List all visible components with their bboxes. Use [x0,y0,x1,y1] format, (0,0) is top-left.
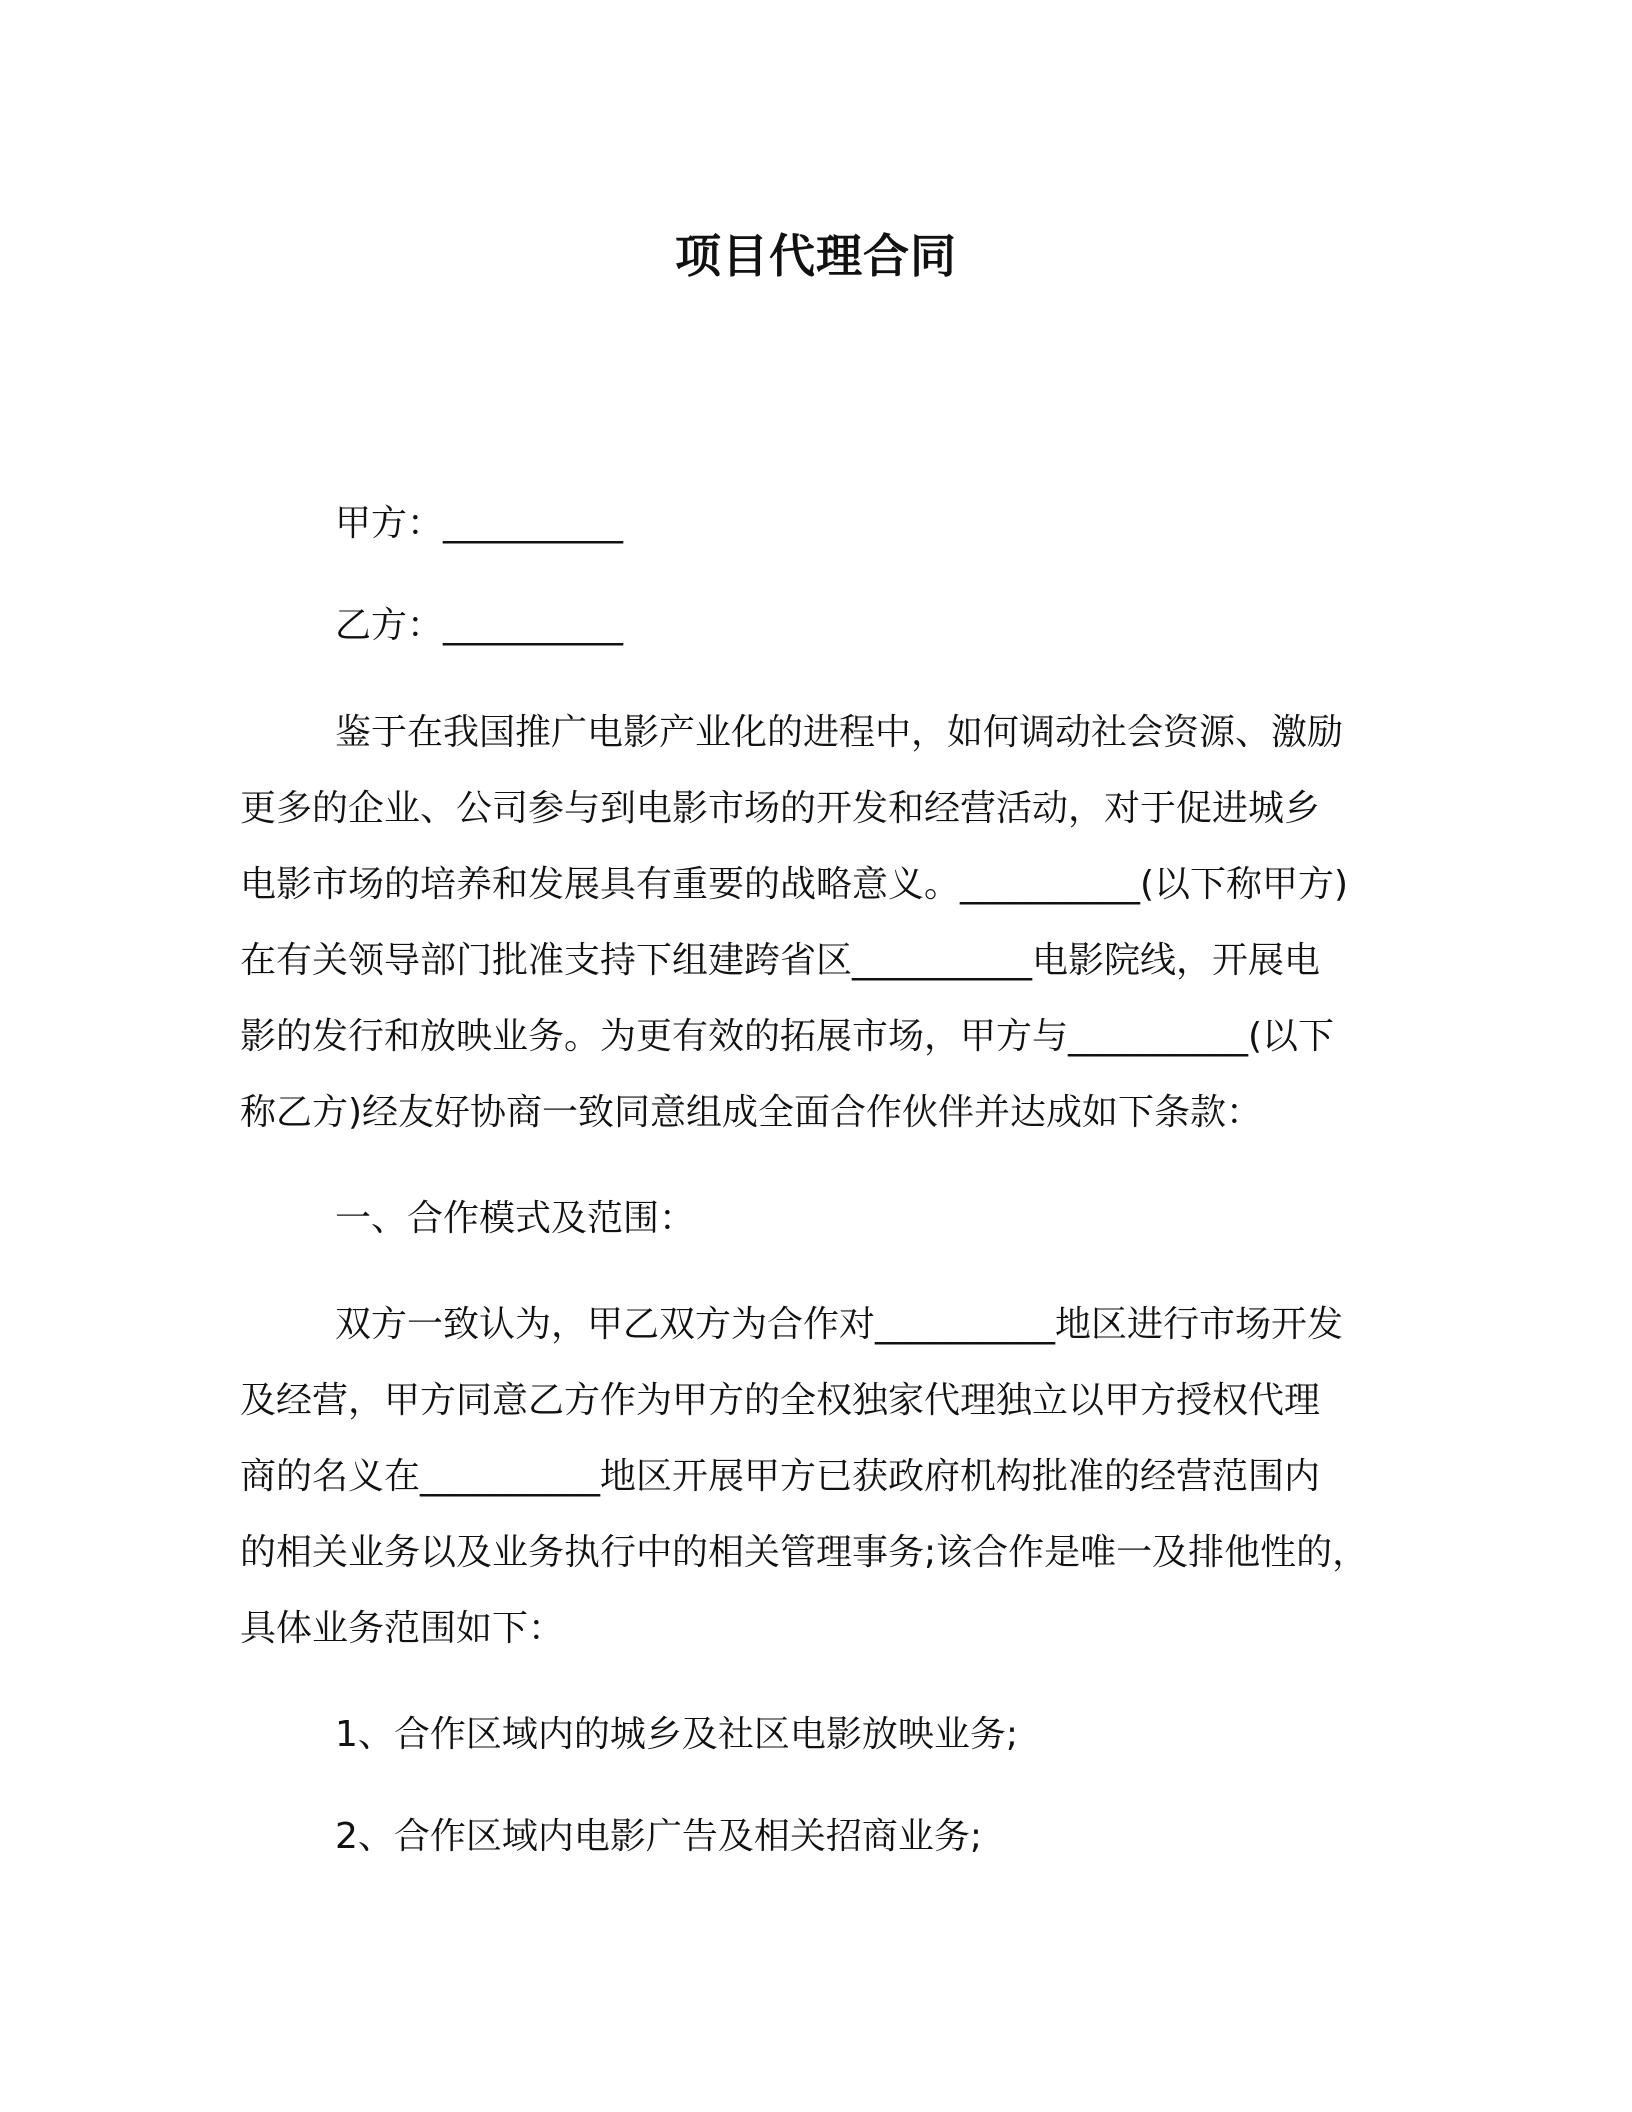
preamble-line: 影的发行和放映业务。为更有效的拓展市场，甲方与__________(以下 [240,1016,1335,1057]
preamble-line: 更多的企业、公司参与到电影市场的开发和经营活动，对于促进城乡 [240,788,1321,829]
preamble-line: 在有关领导部门批准支持下组建跨省区__________电影院线，开展电 [240,940,1321,981]
party-b-line: 乙方：__________ [335,605,624,646]
preamble-line: 鉴于在我国推广电影产业化的进程中，如何调动社会资源、激励 [335,712,1344,753]
section-body-line: 双方一致认为，甲乙双方为合作对__________地区进行市场开发 [335,1304,1344,1345]
section-body-line: 具体业务范围如下： [240,1608,565,1649]
list-item: 2、合作区域内电影广告及相关招商业务; [335,1816,983,1857]
section-body-line: 及经营，甲方同意乙方作为甲方的全权独家代理独立以甲方授权代理 [240,1380,1321,1421]
preamble-line: 称乙方)经友好协商一致同意组成全面合作伙伴并达成如下条款： [240,1092,1263,1133]
section-heading: 一、合作模式及范围： [335,1198,696,1239]
preamble-line: 电影市场的培养和发展具有重要的战略意义。__________(以下称甲方) [240,864,1349,905]
party-a-line: 甲方：__________ [335,503,624,544]
list-item: 1、合作区域内的城乡及社区电影放映业务; [335,1714,1019,1755]
document-title: 项目代理合同 [675,229,957,283]
section-body-line: 的相关业务以及业务执行中的相关管理事务;该合作是唯一及排他性的， [240,1532,1369,1573]
section-body-line: 商的名义在__________地区开展甲方已获政府机构批准的经营范围内 [240,1456,1321,1497]
